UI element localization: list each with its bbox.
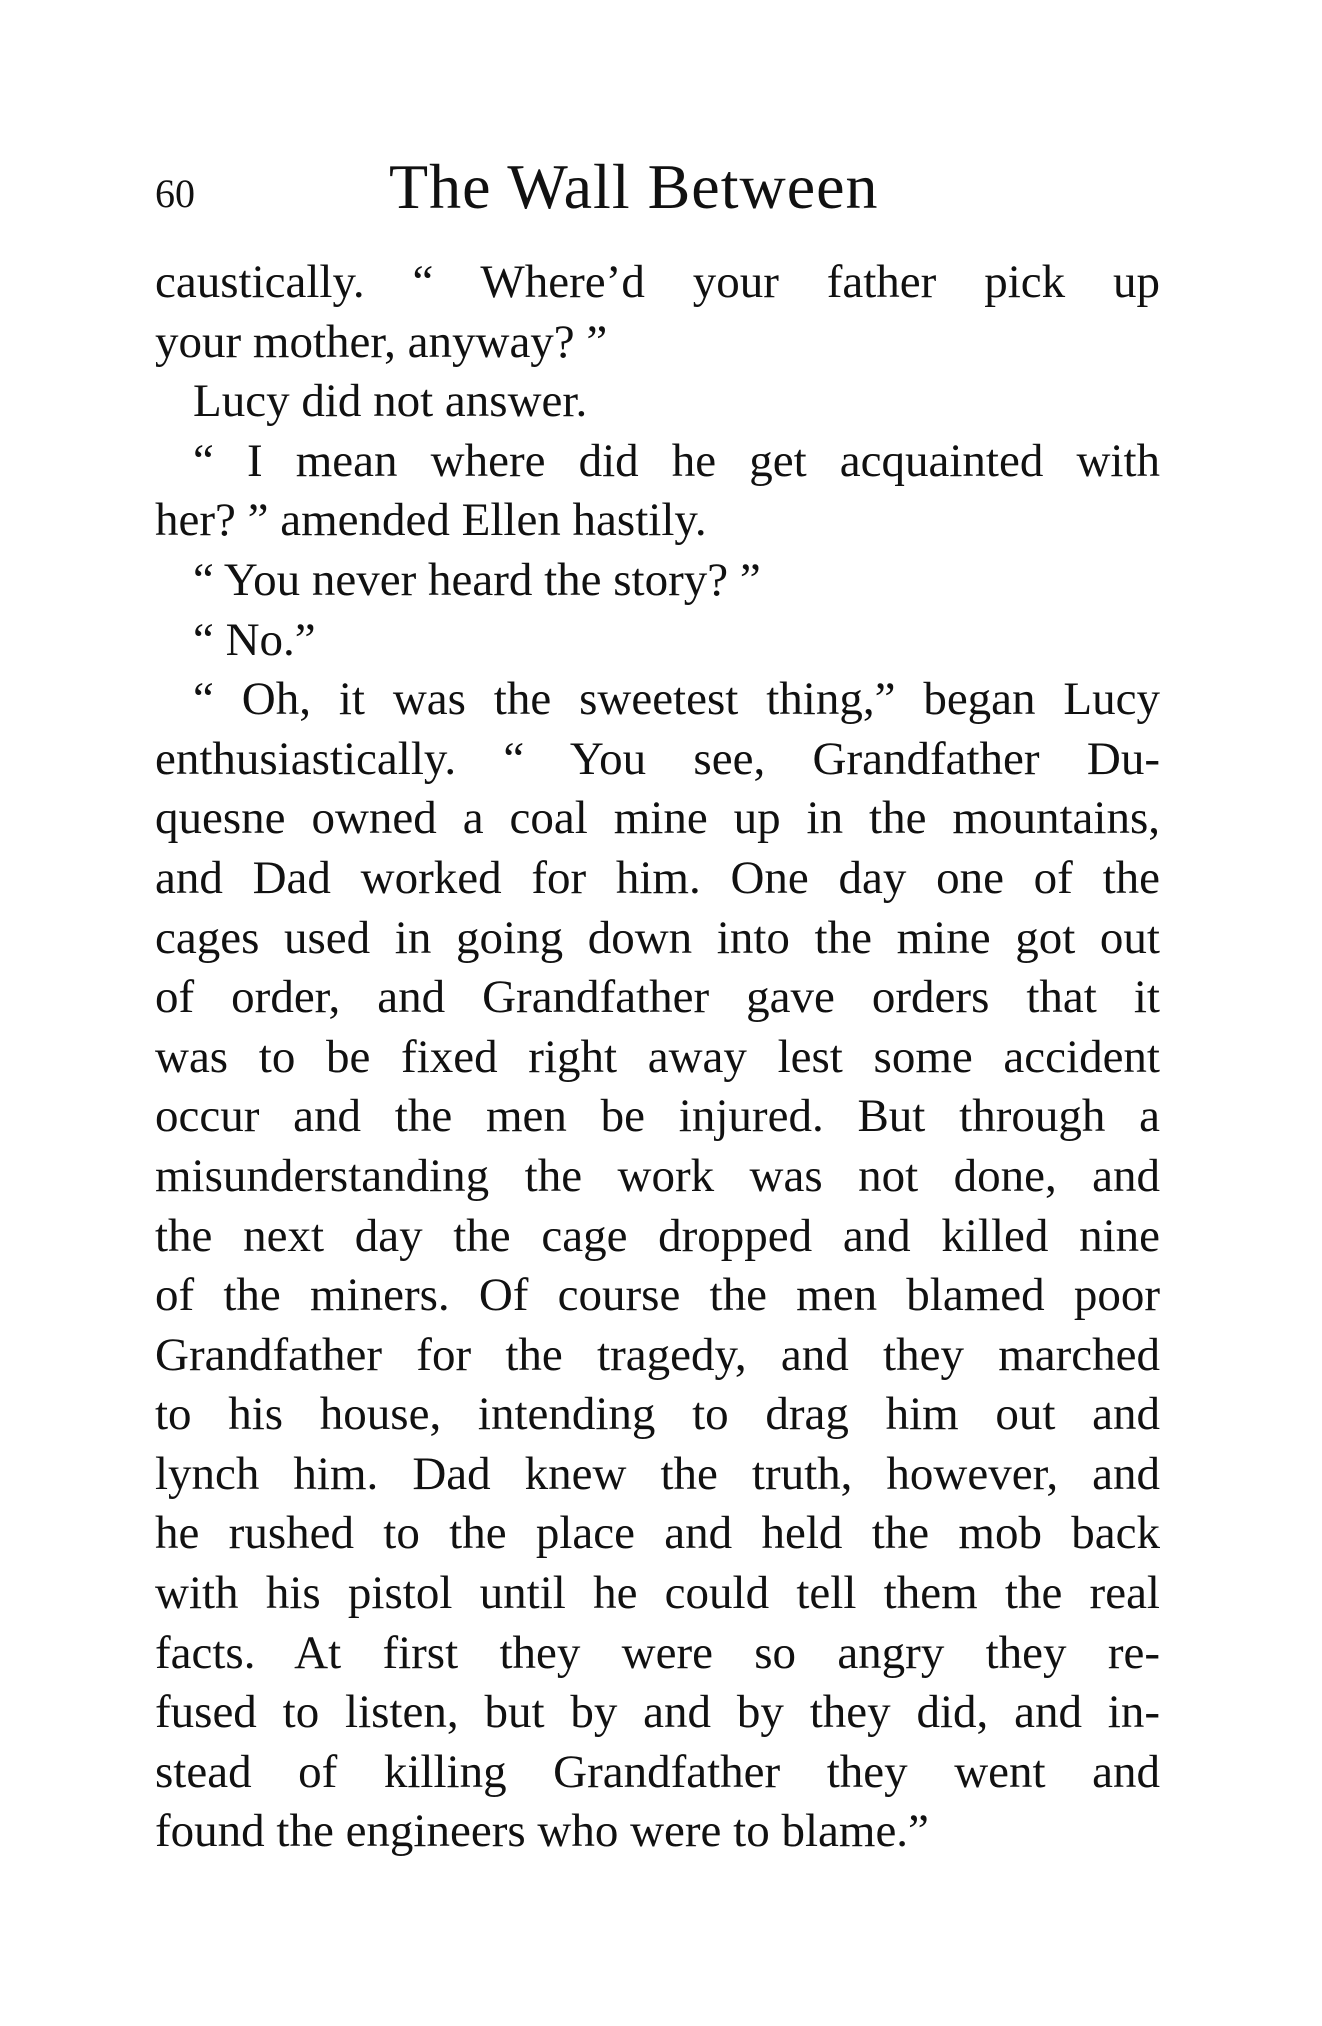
text-line: facts. At first they were so angry they re- — [155, 1626, 1160, 1679]
text-line: stead of killing Grandfather they went and — [155, 1745, 1160, 1798]
text-line: lynch him. Dad knew the truth, however, and — [155, 1447, 1160, 1500]
text-line: cages used in going down into the mine got out — [155, 911, 1160, 964]
text-line: with his pistol until he could tell them the real — [155, 1567, 1160, 1620]
text-line: Grandfather for the tragedy, and they marched — [155, 1328, 1160, 1381]
text-line: Lucy did not answer. — [193, 375, 588, 428]
running-head — [155, 150, 1165, 230]
text-line: occur and the men be injured. But through a — [155, 1090, 1160, 1143]
text-line: to his house, intending to drag him out and — [155, 1388, 1160, 1441]
text-line: “ You never heard the story? ” — [193, 553, 761, 606]
text-line: “ No.” — [193, 613, 316, 666]
running-title: The Wall Between — [389, 151, 879, 222]
text-line: enthusiastically. “ You see, Grandfather Du- — [155, 732, 1160, 785]
text-line: and Dad worked for him. One day one of the — [155, 851, 1160, 904]
text-line: quesne owned a coal mine up in the mountains, — [155, 792, 1160, 845]
text-line: her? ” amended Ellen hastily. — [155, 494, 707, 547]
text-line: of order, and Grandfather gave orders that it — [155, 971, 1160, 1024]
text-line: your mother, anyway? ” — [155, 315, 608, 368]
text-line: found the engineers who were to blame.” — [155, 1805, 929, 1858]
text-line: caustically. “ Where’d your father pick up — [155, 256, 1160, 308]
text-line: fused to listen, but by and by they did, and in- — [155, 1686, 1160, 1739]
text-line: “ Oh, it was the sweetest thing,” began Lucy — [193, 673, 1160, 726]
page-number: 60 — [155, 171, 195, 216]
text-line: “ I mean where did he get acquainted with — [193, 434, 1160, 487]
text-line: was to be fixed right away lest some accident — [155, 1030, 1160, 1083]
text-line: he rushed to the place and held the mob back — [155, 1507, 1160, 1560]
text-line: of the miners. Of course the men blamed poor — [155, 1269, 1160, 1322]
text-line: misunderstanding the work was not done, and — [155, 1149, 1160, 1202]
text-line: the next day the cage dropped and killed nine — [155, 1209, 1160, 1262]
body-text — [155, 253, 1160, 1862]
